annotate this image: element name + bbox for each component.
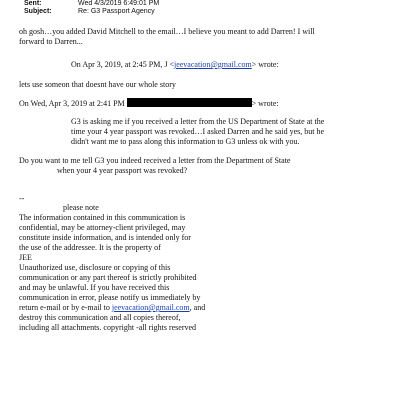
disclaimer-line: Unauthorized use, disclosure or copying of this: [19, 263, 171, 272]
quote2-attribution: [19, 98, 382, 109]
quoted-line-2: time your 4 year passport was revoked…I asked Darren and he said yes, but he: [71, 127, 325, 136]
disclaimer-line: and may be unlawful. If you have received this: [19, 283, 170, 292]
disclaimer-line: constitute inside information, and is intended only for: [19, 233, 191, 242]
quote1-suffix: > wrote:: [251, 60, 279, 69]
quoted-line-1: G3 is asking me if you received a letter from the US Department of State at the: [71, 117, 325, 126]
quote2-suffix: > wrote:: [251, 99, 279, 108]
quote1-email-link[interactable]: jeevacation@gmail.com: [173, 60, 252, 69]
return-email-link[interactable]: jeevacation@gmail.com: [111, 303, 190, 312]
please-note: please note: [63, 203, 99, 212]
question-line-2: when your 4 year passport was revoked?: [57, 166, 188, 175]
disclaimer-return-line: [19, 303, 382, 313]
signature-dashes: --: [19, 194, 25, 203]
quoted-line-3: didn't want me to pass along this information to G3 unless ok with you.: [71, 137, 300, 146]
sent-value: Wed 4/3/2019 6:49:01 PM: [78, 0, 160, 7]
disclaimer-line: JEE: [19, 253, 32, 262]
disclaimer-line: communication or any part thereof is strictly prohibited: [19, 273, 197, 282]
disclaimer-line: confidential, may be attorney-client privileged, may: [19, 223, 186, 232]
disclaimer-line: destroy this communication and all copies thereof,: [19, 313, 181, 322]
question-line-1: Do you want to me tell G3 you indeed received a letter from the Department of State: [19, 156, 291, 165]
quote1-attribution: [71, 60, 382, 70]
message-2: lets use someon that doesnt have our whole story: [19, 80, 176, 89]
quote1-prefix: On Apr 3, 2019, at 2:45 PM, J <: [71, 60, 174, 69]
redaction-block: [127, 98, 252, 107]
reply-line-1: oh gosh…you added David Mitchell to the email…I believe you meant to add Darren! I will: [19, 27, 315, 36]
disclaimer-line: communication in error, please notify us immediately by: [19, 293, 201, 302]
quote2-prefix: On Wed, Apr 3, 2019 at 2:41 PM: [19, 99, 125, 108]
subject-label: Subject:: [24, 8, 52, 15]
sent-label: Sent:: [24, 0, 42, 7]
return-prefix: return e-mail or by e-mail to: [19, 303, 112, 312]
return-suffix: , and: [189, 303, 206, 312]
subject-row: [24, 8, 155, 16]
disclaimer-line: the use of the addressee. It is the property of: [19, 243, 161, 252]
subject-value: Re: G3 Passport Agency: [78, 8, 155, 15]
sent-row: [24, 0, 159, 8]
disclaimer-line: including all attachments. copyright -all rights reserved: [19, 323, 197, 332]
disclaimer-line: The information contained in this communication is: [19, 213, 186, 222]
reply-line-2: forward to Darren...: [19, 37, 83, 46]
